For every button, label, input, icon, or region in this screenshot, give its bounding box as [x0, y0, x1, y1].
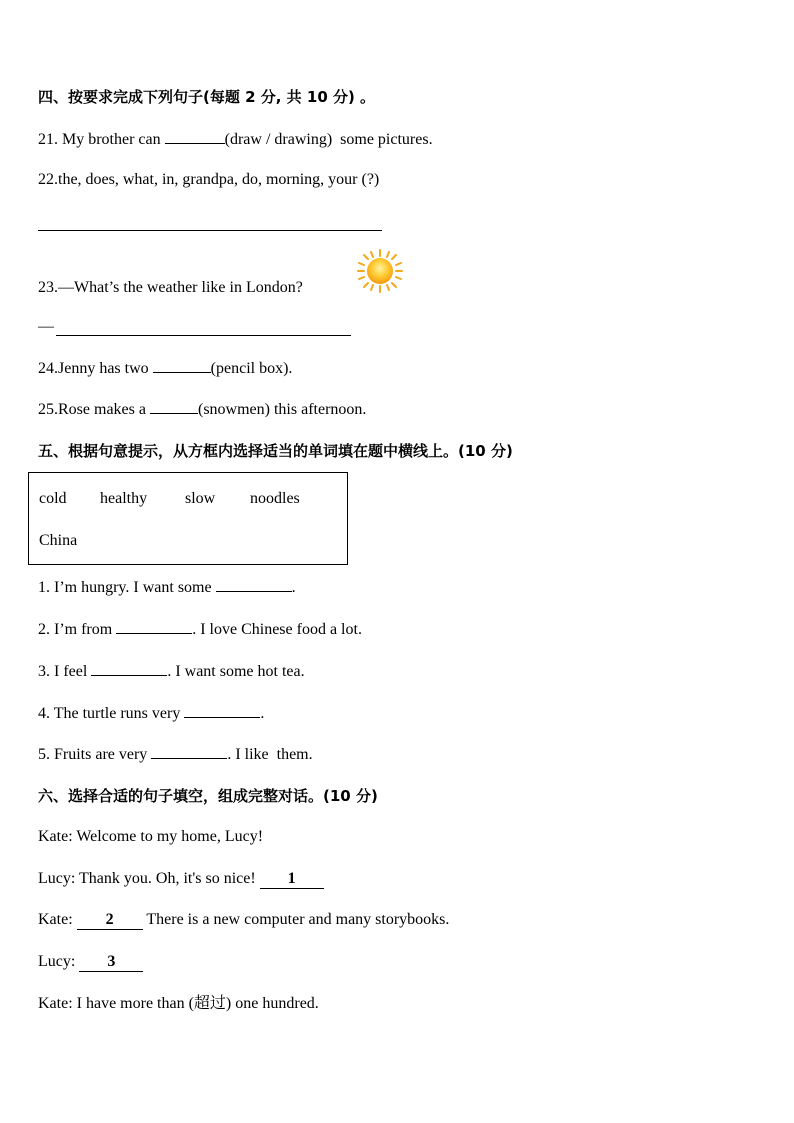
- dialogue-blank-2[interactable]: 2: [77, 911, 143, 930]
- q23-dash: —: [38, 318, 54, 335]
- dl3-text-after: There is a new computer and many storybooks.: [142, 911, 450, 928]
- fq2-blank[interactable]: [116, 619, 192, 634]
- question-22: 22.the, does, what, in, grandpa, do, morning, your (?): [38, 171, 380, 188]
- fq2-text-after: . I love Chinese food a lot.: [192, 621, 362, 638]
- dl4-text: Lucy:: [38, 953, 80, 970]
- fq1-text-after: .: [291, 579, 296, 596]
- question-23: 23.—What’s the weather like in London?: [38, 279, 303, 296]
- fq4-blank[interactable]: [184, 703, 260, 718]
- q24-text-before: 24.Jenny has two: [38, 360, 153, 377]
- q23-answer-line[interactable]: [56, 334, 351, 336]
- sun-icon: [356, 248, 404, 294]
- dialogue-line-4: [38, 952, 143, 972]
- dialogue-blank-3[interactable]: 3: [79, 953, 143, 972]
- section-4-heading: 四、按要求完成下列句子(每题 2 分, 共 10 分) 。: [38, 88, 376, 106]
- fq4-text-before: 4. The turtle runs very: [38, 705, 185, 722]
- question-25: [38, 399, 366, 420]
- word-bank-item: cold: [39, 490, 67, 507]
- q21-blank[interactable]: [165, 129, 225, 144]
- q21-text-before: 21. My brother can: [38, 131, 165, 148]
- word-bank-item: noodles: [250, 490, 300, 507]
- fq3-blank[interactable]: [91, 661, 167, 676]
- dialogue-line-2: [38, 869, 324, 889]
- fq5-text-before: 5. Fruits are very: [38, 746, 152, 763]
- dl3-text-before: Kate:: [38, 911, 77, 928]
- q25-text-after: (snowmen) this afternoon.: [197, 401, 367, 418]
- word-bank-box: [28, 472, 348, 565]
- word-bank-item: slow: [185, 490, 216, 507]
- fq2-text-before: 2. I’m from: [38, 621, 117, 638]
- fill-question-4: [38, 703, 264, 724]
- q25-text-before: 25.Rose makes a: [38, 401, 150, 418]
- fill-question-5: [38, 744, 313, 765]
- fq1-text-before: 1. I’m hungry. I want some: [38, 579, 216, 596]
- fq3-text-after: . I want some hot tea.: [167, 663, 305, 680]
- q21-text-after: (draw / drawing) some pictures.: [224, 131, 433, 148]
- fq5-blank[interactable]: [151, 744, 227, 759]
- section-6-heading: 六、选择合适的句子填空，组成完整对话。(10 分): [38, 787, 378, 805]
- question-21: [38, 129, 433, 150]
- q22-answer-line[interactable]: [38, 229, 382, 231]
- q24-blank[interactable]: [153, 358, 211, 373]
- q25-blank[interactable]: [150, 399, 198, 414]
- fq4-text-after: .: [260, 705, 265, 722]
- dialogue-line-1: Kate: Welcome to my home, Lucy!: [38, 828, 264, 845]
- fill-question-3: [38, 661, 305, 682]
- dialogue-line-5: Kate: I have more than (超过) one hundred.: [38, 995, 319, 1012]
- dialogue-line-3: [38, 910, 449, 930]
- fq1-blank[interactable]: [216, 577, 292, 592]
- fq3-text-before: 3. I feel: [38, 663, 92, 680]
- fill-question-1: [38, 577, 296, 598]
- word-bank-item: China: [39, 532, 78, 549]
- word-bank-item: healthy: [100, 490, 148, 507]
- q23-answer: [38, 317, 54, 337]
- question-24: [38, 358, 292, 379]
- dl2-text: Lucy: Thank you. Oh, it's so nice!: [38, 870, 260, 887]
- fill-question-2: [38, 619, 362, 640]
- fq5-text-after: . I like them.: [227, 746, 313, 763]
- q24-text-after: (pencil box).: [210, 360, 293, 377]
- dialogue-blank-1[interactable]: 1: [260, 870, 324, 889]
- section-5-heading: 五、根据句意提示，从方框内选择适当的单词填在题中横线上。(10 分): [38, 442, 513, 460]
